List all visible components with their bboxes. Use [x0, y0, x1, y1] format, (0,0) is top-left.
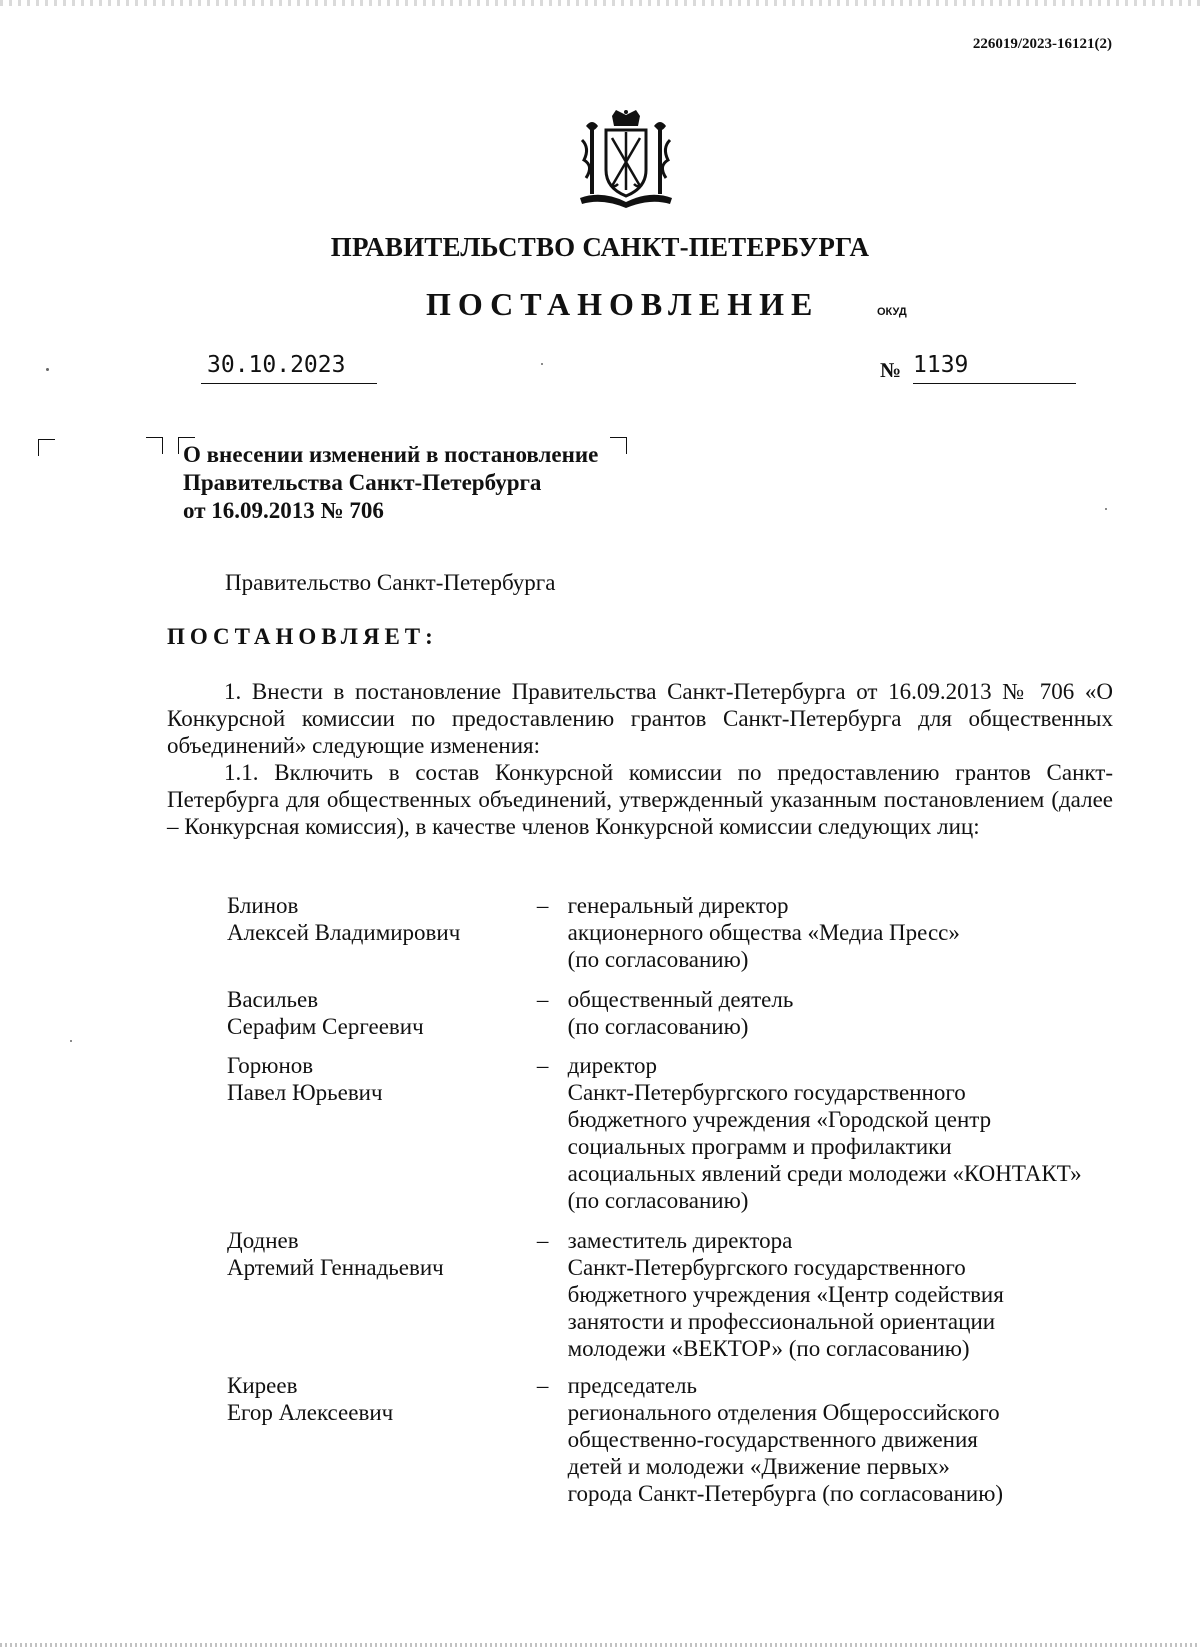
member-surname: Блинов: [227, 893, 299, 918]
resolves-heading: ПОСТАНОВЛЯЕТ:: [167, 624, 438, 649]
role-line: заместитель директора: [567, 1228, 793, 1253]
subject-line: Правительства Санкт-Петербурга: [183, 470, 542, 495]
member-given-name: Егор Алексеевич: [227, 1400, 394, 1425]
role-line: председатель: [567, 1373, 697, 1398]
scan-edge-bottom: [0, 1643, 1200, 1647]
corner-mark-subject-right: [610, 437, 627, 454]
saint-petersburg-coat-of-arms-icon: [572, 110, 680, 210]
role-line: акционерного общества «Медиа Пресс»: [567, 920, 960, 945]
role-line: Санкт-Петербургского государственного: [567, 1080, 966, 1105]
scan-speck: [46, 368, 49, 371]
member-surname: Доднев: [227, 1228, 299, 1253]
okud-label: ОКУД: [877, 306, 907, 318]
scan-speck: [1105, 508, 1107, 510]
role-line: города Санкт-Петербурга (по согласованию): [567, 1481, 1004, 1506]
member-dash: –: [536, 1053, 549, 1078]
role-line: (по согласованию): [567, 947, 749, 972]
role-line: молодежи «ВЕКТОР» (по согласованию): [567, 1336, 970, 1361]
member-name: [227, 1372, 527, 1507]
member-given-name: Павел Юрьевич: [227, 1080, 383, 1105]
role-line: социальных программ и профилактики: [567, 1134, 952, 1159]
document-type: ПОСТАНОВЛЕНИЕ: [426, 286, 820, 322]
document-subject: [183, 441, 598, 525]
subject-line: О внесении изменений в постановление: [183, 442, 599, 467]
member-role: [558, 1227, 1127, 1362]
scan-speck: [541, 363, 543, 365]
member-surname: Горюнов: [227, 1053, 314, 1078]
member-role: [558, 986, 1127, 1040]
role-line: регионального отделения Общероссийского: [567, 1400, 1000, 1425]
government-title: ПРАВИТЕЛЬСТВО САНКТ-ПЕТЕРБУРГА: [330, 232, 870, 262]
role-line: общественно-государственного движения: [567, 1427, 978, 1452]
corner-mark-top-right-left-group: [146, 437, 163, 454]
member-dash: –: [536, 987, 549, 1012]
paragraph-1: 1. Внести в постановление Правительства Санкт-Петербурга от 16.09.2013 № 706 «О Конкурсной комиссии по предоставлению грантов Санкт-Петербурга для общественных объединений» следующие изменения:: [167, 679, 1113, 758]
member-name: [227, 986, 527, 1040]
member-role: [558, 1052, 1127, 1214]
member-given-name: Серафим Сергеевич: [227, 1014, 424, 1039]
member-given-name: Артемий Геннадьевич: [227, 1255, 444, 1280]
preamble: Правительство Санкт-Петербурга: [225, 570, 556, 595]
role-line: директор: [567, 1053, 657, 1078]
role-line: генеральный директор: [567, 893, 789, 918]
member-role: [558, 892, 1127, 973]
role-line: Санкт-Петербургского государственного: [567, 1255, 966, 1280]
member-entry: [227, 892, 1127, 973]
subject-line: от 16.09.2013 № 706: [183, 498, 384, 523]
number-sign: №: [880, 358, 902, 382]
member-entry: [227, 1372, 1127, 1507]
scan-edge-top: [0, 0, 1200, 6]
member-entry: [227, 1052, 1127, 1214]
member-surname: Васильев: [227, 987, 319, 1012]
member-given-name: Алексей Владимирович: [227, 920, 461, 945]
member-dash: –: [536, 1373, 549, 1398]
member-name: [227, 1052, 527, 1214]
role-line: занятости и профессиональной ориентации: [567, 1309, 996, 1334]
scan-speck: [70, 1040, 72, 1042]
member-surname: Киреев: [227, 1373, 298, 1398]
member-dash: –: [536, 893, 549, 918]
member-entry: [227, 986, 1127, 1040]
role-line: (по согласованию): [567, 1014, 749, 1039]
role-line: бюджетного учреждения «Городской центр: [567, 1107, 992, 1132]
role-line: бюджетного учреждения «Центр содействия: [567, 1282, 1004, 1307]
document-number: 1139: [913, 352, 1076, 384]
member-role: [558, 1372, 1127, 1507]
paragraph-1-1: 1.1. Включить в состав Конкурсной комиссии по предоставлению грантов Санкт-Петербурга для общественных объединений, утвержденный указанным постановлением (далее – Конкурсная комиссия), в качестве членов Конкурсной комиссии следующих лиц:: [167, 760, 1113, 839]
role-line: общественный деятель: [567, 987, 794, 1012]
member-name: [227, 892, 527, 973]
role-line: детей и молодежи «Движение первых»: [567, 1454, 950, 1479]
document-date: 30.10.2023: [201, 352, 377, 384]
role-line: асоциальных явлений среди молодежи «КОНТАКТ»: [567, 1161, 1082, 1186]
member-name: [227, 1227, 527, 1362]
member-dash: –: [536, 1228, 549, 1253]
document-id: 226019/2023-16121(2): [972, 36, 1112, 52]
corner-mark-top-left: [38, 439, 55, 456]
member-entry: [227, 1227, 1127, 1362]
role-line: (по согласованию): [567, 1188, 749, 1213]
